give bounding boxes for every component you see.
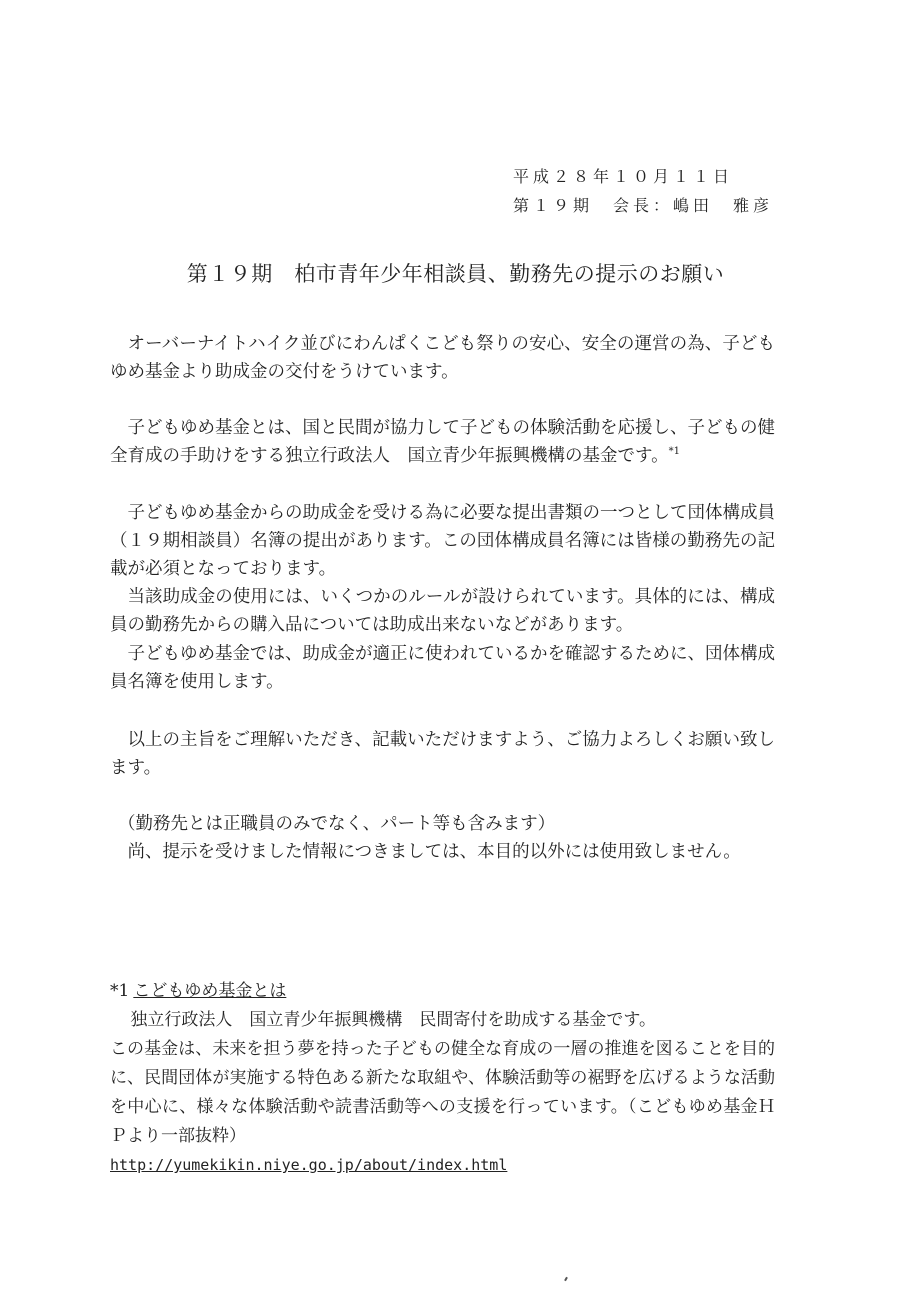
footnote-mark: *1 xyxy=(110,981,130,1001)
letter-header xyxy=(513,162,773,220)
paragraph-usage-rules: 当該助成金の使用には、いくつかのルールが設けられています。具体的には、構成員の勤務先からの購入品については助成出来ないなどがあります。 xyxy=(110,587,775,635)
footnote-reference: *1 xyxy=(668,446,680,458)
document-title: 第１９期 柏市青年少年相談員、勤務先の提示のお願い xyxy=(186,262,725,286)
footnote-line1: 独立行政法人 国立青少年振興機構 民間寄付を助成する基金です。 xyxy=(130,1010,657,1030)
paragraph-roster-usage: 子どもゆめ基金では、助成金が適正に使われているかを確認するために、団体構成員名簿を使用します。 xyxy=(110,644,775,692)
footnote xyxy=(110,977,775,1180)
scan-speck xyxy=(564,1277,568,1281)
paragraph-fund-definition xyxy=(110,414,775,470)
footnote-url-link[interactable]: http://yumekikin.niye.go.jp/about/index.html xyxy=(110,1156,508,1174)
footnote-body: この基金は、未来を担う夢を持った子どもの健全な育成の一層の推進を図ることを目的に、民間団体が実施する特色ある新たな取組や、体験活動等の裾野を広げるような活動を中心に、様々な体験活動や読書活動等への支援を行っています。（こどもゆめ基金ＨＰより一部抜粋） xyxy=(110,1039,775,1146)
footnote-label: こどもゆめ基金とは xyxy=(133,981,287,1001)
paragraph-note-parttime: （勤務先とは正職員のみでなく、パート等も含みます） xyxy=(118,814,556,834)
paragraph-request: 以上の主旨をご理解いただき、記載いただけますよう、ご協力よろしくお願い致します。 xyxy=(110,730,775,778)
paragraph-overview: オーバーナイトハイク並びにわんぱくこども祭りの安心、安全の運営の為、子どもゆめ基金より助成金の交付をうけています。 xyxy=(110,334,775,382)
paragraph-privacy: 尚、提示を受けました情報につきましては、本目的以外には使用致しません。 xyxy=(127,842,741,862)
footnote-title xyxy=(110,977,775,1006)
sender-name: 第１９期 会長：嶋田 雅彦 xyxy=(512,196,773,215)
issue-date: 平成２８年１０月１１日 xyxy=(512,167,733,186)
paragraph-fund-definition-text: 子どもゆめ基金とは、国と民間が協力して子どもの体験活動を応援し、子どもの健全育成の手助けをする独立行政法人 国立青少年振興機構の基金です。 xyxy=(110,418,775,466)
paragraph-roster-requirement: 子どもゆめ基金からの助成金を受ける為に必要な提出書類の一つとして団体構成員（１９期相談員）名簿の提出があります。この団体構成員名簿には皆様の勤務先の記載が必須となっております。 xyxy=(110,503,775,579)
